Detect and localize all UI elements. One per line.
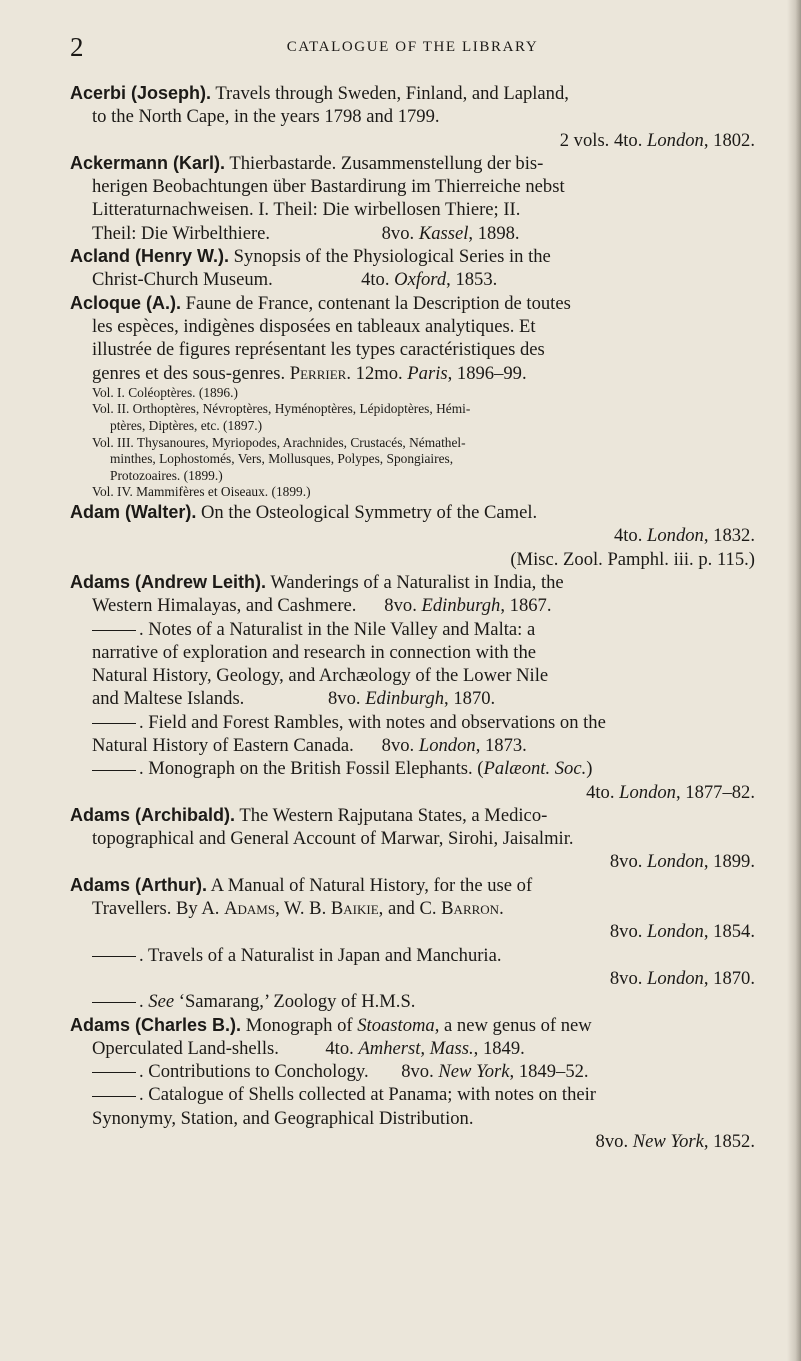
entry-line: narrative of exploration and research in connection with the bbox=[92, 641, 537, 663]
catalogue-entry bbox=[70, 874, 755, 1014]
entry-line: Travellers. By A. Adams, W. B. Baikie, and C. Barron. bbox=[92, 898, 504, 920]
entry-line: . Catalogue of Shells collected at Panama; with notes on their bbox=[70, 1083, 755, 1106]
entry-line: Adams (Arthur). A Manual of Natural History, for the use of bbox=[70, 874, 533, 896]
entry-line: 8vo. London, 1854. bbox=[609, 921, 755, 943]
catalogue-entry bbox=[70, 245, 755, 292]
entry-line: illustrée de figures représentant les types caractéristiques des bbox=[92, 339, 545, 361]
entry-line: . Notes of a Naturalist in the Nile Valley and Malta: a bbox=[70, 618, 755, 641]
entry-line: Synonymy, Station, and Geographical Distribution. bbox=[92, 1107, 474, 1129]
entry-line: to the North Cape, in the years 1798 and 1799. bbox=[92, 106, 440, 128]
ditto-rule bbox=[92, 1096, 136, 1097]
volume-line: Vol. II. Orthoptères, Névroptères, Hyménoptères, Lépidoptères, Hémi- bbox=[92, 401, 471, 417]
entry-line: . Field and Forest Rambles, with notes and observations on the bbox=[70, 711, 755, 734]
entry-line: Natural History, Geology, and Archæology of the Lower Nile bbox=[92, 665, 549, 687]
entry-line: . Monograph on the British Fossil Elephants. (Palæont. Soc.) bbox=[70, 757, 755, 780]
entry-line: Ackermann (Karl). Thierbastarde. Zusammenstellung der bis- bbox=[70, 152, 544, 174]
entry-line: Western Himalayas, and Cashmere. 8vo. Edinburgh, 1867. bbox=[92, 595, 552, 617]
ditto-rule bbox=[92, 956, 136, 957]
volume-list bbox=[70, 385, 755, 501]
ditto-rule bbox=[92, 723, 136, 724]
entry-line: 4to. London, 1877–82. bbox=[586, 781, 755, 803]
entry-line: Acerbi (Joseph). Travels through Sweden, Finland, and Lapland, bbox=[70, 83, 569, 104]
ditto-rule bbox=[92, 1002, 136, 1003]
entry-line: 8vo. London, 1870. bbox=[609, 967, 755, 989]
entry-line: Adams (Archibald). The Western Rajputana States, a Medico- bbox=[70, 804, 548, 826]
volume-line: Vol. IV. Mammifères et Oiseaux. (1899.) bbox=[92, 484, 311, 500]
entry-line: 8vo. London, 1899. bbox=[609, 851, 755, 873]
entry-line: . Travels of a Naturalist in Japan and Manchuria. bbox=[70, 944, 755, 967]
entry-line: 4to. London, 1832. bbox=[613, 525, 755, 547]
running-head bbox=[70, 32, 755, 60]
entry-line: Adam (Walter). On the Osteological Symmetry of the Camel. bbox=[70, 502, 538, 524]
page-edge-shadow bbox=[787, 0, 801, 1361]
entry-line: Acloque (A.). Faune de France, contenant la Description de toutes bbox=[70, 292, 571, 314]
volume-line: minthes, Lophostomés, Vers, Mollusques, Polypes, Spongiaires, bbox=[110, 451, 454, 467]
entry-line: . Contributions to Conchology. 8vo. New York, 1849–52. bbox=[70, 1060, 755, 1083]
catalogue-entry bbox=[70, 501, 755, 571]
entry-line: Operculated Land-shells. 4to. Amherst, Mass., 1849. bbox=[92, 1037, 525, 1059]
entry-line: genres et des sous-genres. Perrier. 12mo. Paris, 1896–99. bbox=[92, 362, 527, 384]
entry-line: Natural History of Eastern Canada. 8vo. London, 1873. bbox=[92, 734, 527, 756]
page-number: 2 bbox=[70, 32, 84, 62]
entry-line: (Misc. Zool. Pamphl. iii. p. 115.) bbox=[510, 548, 755, 570]
entry-line: . See ‘Samarang,’ Zoology of H.M.S. bbox=[70, 990, 755, 1013]
catalogue-entry bbox=[70, 292, 755, 501]
catalogue-entry bbox=[70, 152, 755, 245]
entry-line: topographical and General Account of Marwar, Sirohi, Jaisalmir. bbox=[92, 828, 574, 850]
entry-line: 2 vols. 4to. London, 1802. bbox=[559, 129, 755, 151]
catalogue-entries bbox=[70, 82, 755, 1153]
entry-line: and Maltese Islands. 8vo. Edinburgh, 1870. bbox=[92, 688, 496, 710]
entry-line: Adams (Charles B.). Monograph of Stoastoma, a new genus of new bbox=[70, 1014, 592, 1036]
entry-line: les espèces, indigènes disposées en tableaux analytiques. Et bbox=[92, 315, 536, 337]
catalogue-entry bbox=[70, 571, 755, 804]
volume-line: Vol. I. Coléoptères. (1896.) bbox=[92, 384, 238, 400]
entry-line: Litteraturnachweisen. I. Theil: Die wirbellosen Thiere; II. bbox=[92, 199, 521, 221]
entry-line: Theil: Die Wirbelthiere. 8vo. Kassel, 1898. bbox=[92, 222, 520, 244]
ditto-rule bbox=[92, 770, 136, 771]
entry-line: herigen Beobachtungen über Bastardirung im Thierreiche nebst bbox=[92, 176, 565, 198]
entry-line: Christ-Church Museum. 4to. Oxford, 1853. bbox=[92, 269, 498, 291]
running-title: CATALOGUE OF THE LIBRARY bbox=[286, 39, 539, 55]
ditto-rule bbox=[92, 630, 136, 631]
entry-line: 8vo. New York, 1852. bbox=[595, 1131, 755, 1153]
catalogue-entry bbox=[70, 804, 755, 874]
volume-line: Protozoaires. (1899.) bbox=[110, 467, 223, 483]
catalogue-entry bbox=[70, 82, 755, 152]
catalogue-entry bbox=[70, 1014, 755, 1154]
entry-line: Acland (Henry W.). Synopsis of the Physiological Series in the bbox=[70, 246, 551, 268]
ditto-rule bbox=[92, 1072, 136, 1073]
volume-line: ptères, Diptères, etc. (1897.) bbox=[110, 418, 263, 434]
volume-line: Vol. III. Thysanoures, Myriopodes, Arachnides, Crustacés, Némathel- bbox=[92, 434, 466, 450]
entry-line: Adams (Andrew Leith). Wanderings of a Naturalist in India, the bbox=[70, 571, 564, 593]
